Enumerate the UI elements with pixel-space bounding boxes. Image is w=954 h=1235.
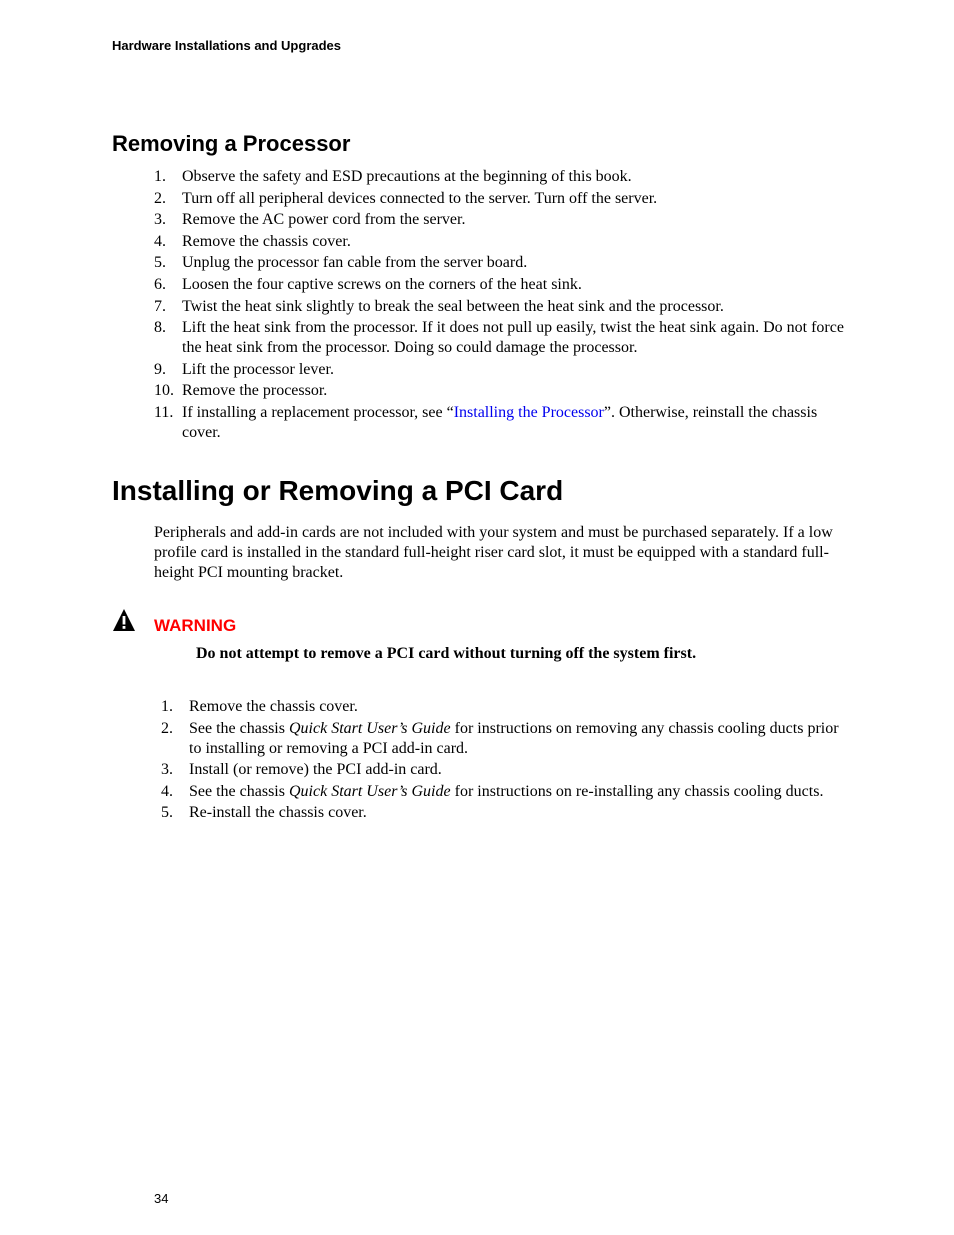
step-number: 4. xyxy=(154,232,166,250)
list-item xyxy=(161,782,841,802)
list-item xyxy=(154,210,844,230)
step-number: 6. xyxy=(154,275,166,293)
step-text-before: If installing a replacement processor, see “ xyxy=(182,403,454,421)
step-text: Observe the safety and ESD precautions at the beginning of this book. xyxy=(182,168,632,185)
warning-triangle-icon xyxy=(112,608,136,632)
step-text: Turn off all peripheral devices connected to the server. Turn off the server. xyxy=(182,189,658,207)
list-item xyxy=(154,297,844,317)
list-item xyxy=(154,253,844,273)
list-item xyxy=(154,403,844,443)
section-heading-pci-card: Installing or Removing a PCI Card xyxy=(112,475,564,506)
guide-title: Quick Start User’s Guide xyxy=(288,719,451,737)
step-number: 11. xyxy=(154,403,174,421)
step-text: Lift the heat sink from the processor. If it does not pull up easily, twist the heat sink again. Do not force the heat sink from the processor. Doing so could damage the processor. xyxy=(182,319,844,357)
list-item xyxy=(154,360,844,380)
step-text-after: for instructions on removing any chassis cooling ducts prior to installing or removing a PCI add-in card. xyxy=(189,719,839,757)
step-text-after: for instructions on re-installing any chassis cooling ducts. xyxy=(450,782,824,800)
step-text xyxy=(189,719,841,759)
step-number: 4. xyxy=(161,782,173,800)
warning-text: Do not attempt to remove a PCI card without turning off the system first. xyxy=(196,645,697,662)
list-item xyxy=(154,275,844,295)
step-number: 1. xyxy=(161,698,173,715)
list-item xyxy=(154,167,844,187)
step-number: 10. xyxy=(154,382,174,400)
list-item xyxy=(161,760,841,780)
step-text-before: See the chassis xyxy=(189,719,289,737)
section-heading-removing-processor: Removing a Processor xyxy=(112,131,351,156)
list-item xyxy=(154,318,844,358)
list-item xyxy=(154,232,844,252)
guide-title: Quick Start User’s Guide xyxy=(288,782,451,800)
step-text xyxy=(189,782,841,802)
step-text: Remove the AC power cord from the server. xyxy=(182,211,466,229)
step-text: Lift the processor lever. xyxy=(182,360,334,378)
list-item xyxy=(154,189,844,209)
step-text: Loosen the four captive screws on the corners of the heat sink. xyxy=(182,275,582,293)
running-header: Hardware Installations and Upgrades xyxy=(112,38,342,53)
step-text-before: See the chassis xyxy=(189,782,289,800)
step-text: Twist the heat sink slightly to break the seal between the heat sink and the processor. xyxy=(182,297,724,315)
installing-processor-link[interactable]: Installing the Processor xyxy=(453,403,604,421)
step-number: 2. xyxy=(154,189,166,207)
step-number: 5. xyxy=(154,254,166,272)
removing-processor-steps xyxy=(154,167,844,445)
step-number: 3. xyxy=(161,761,173,779)
step-number: 5. xyxy=(161,804,173,822)
step-text-after: ”. Otherwise, reinstall the chassis cover. xyxy=(182,403,818,441)
list-item xyxy=(154,381,844,401)
pci-card-steps xyxy=(161,697,841,825)
step-number: 9. xyxy=(154,360,166,378)
page-number: 34 xyxy=(154,1191,169,1206)
warning-label: WARNING xyxy=(154,616,237,635)
list-item xyxy=(161,697,841,717)
step-text: Re-install the chassis cover. xyxy=(189,804,367,822)
step-number: 7. xyxy=(154,297,166,315)
step-text: Remove the processor. xyxy=(182,382,328,400)
list-item xyxy=(161,719,841,759)
step-text: Unplug the processor fan cable from the server board. xyxy=(182,254,528,272)
pci-intro-paragraph: Peripherals and add-in cards are not included with your system and must be purchased separately. If a low profile card is installed in the standard full-height riser card slot, it must be equipped with a standard full-height PCI mounting bracket. xyxy=(154,524,833,581)
step-number: 3. xyxy=(154,211,166,229)
step-number: 8. xyxy=(154,319,166,337)
step-text: Install (or remove) the PCI add-in card. xyxy=(189,761,442,779)
step-number: 2. xyxy=(161,719,173,737)
list-item xyxy=(161,803,841,823)
step-text xyxy=(182,403,844,443)
step-text: Remove the chassis cover. xyxy=(182,232,351,250)
step-text: Remove the chassis cover. xyxy=(189,698,358,715)
step-number: 1. xyxy=(154,168,166,185)
